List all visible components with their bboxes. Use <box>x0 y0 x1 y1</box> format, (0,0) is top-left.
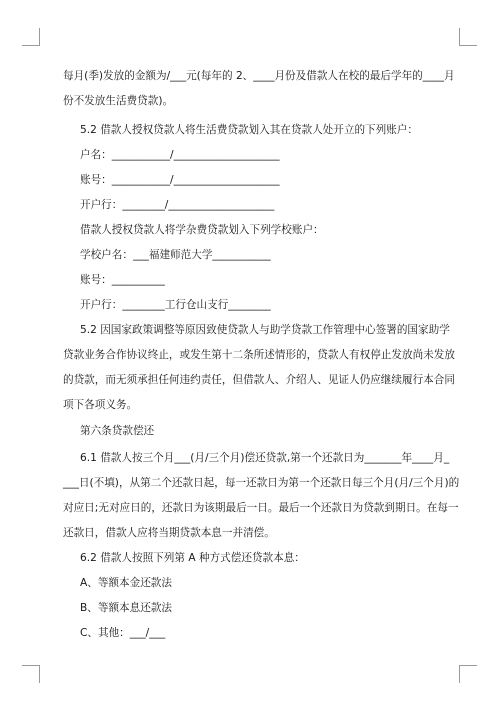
clause-6-2-heading: 6.2 借款人按照下列第 A 种方式偿还贷款本息： <box>80 552 305 564</box>
option-b: B、等额本息还款法 <box>80 602 173 614</box>
text-line: 项下各项义务。 <box>63 399 138 411</box>
text-line: ___日(不填)，从第二个还款日起，每一还款日为第一个还款日每三个月(月/三个月)的 <box>63 477 460 489</box>
text-line: 对应日;无对应日的，还款日为该期最后一日。最后一个还款日为贷款到期日。在每一 <box>63 502 459 514</box>
crop-mark-bottom-left <box>22 665 40 683</box>
text-line: 每月(季)发放的金额为/___元(每年的 2、____月份及借款人在校的最后学年的____月 <box>63 70 455 82</box>
article-6-title: 第六条贷款偿还 <box>80 425 155 437</box>
text-line: 开户行：________工行仓山支行________ <box>80 299 271 311</box>
text-line: 户名：___________/____________________ <box>80 149 280 161</box>
crop-mark-top-left <box>22 28 40 46</box>
text-line: 借款人授权贷款人将学杂费贷款划入下列学校账户： <box>80 224 324 236</box>
crop-mark-top-right <box>459 28 477 46</box>
text-line: 的贷款，而无须承担任何违约责任，但借款人、介绍人、见证人仍应继续履行本合同 <box>63 374 455 386</box>
option-c: C、其他：___/___ <box>80 627 166 639</box>
crop-mark-bottom-right <box>459 665 477 683</box>
clause-6-1-heading: 6.1 借款人按三个月___(月/三个月)偿还贷款,第一个还款日为_______年____月_ <box>80 452 450 464</box>
text-line: 账号：___________/____________________ <box>80 174 280 186</box>
text-line: 开户行：________/____________________ <box>80 199 275 211</box>
text-line: 还款日，借款人应将当期贷款本息一并清偿。 <box>63 527 275 539</box>
clause-5-2-heading: 5.2 借款人授权贷款人将生活费贷款划入其在贷款人处开立的下列账户： <box>80 124 419 136</box>
option-a: A、等额本金还款法 <box>80 577 172 589</box>
text-line: 份不发放生活费贷款)。 <box>63 95 174 107</box>
text-line: 账号：__________ <box>80 274 165 286</box>
text-line: 学校户名：___福建师范大学___________ <box>80 249 271 261</box>
clause-5-2b-heading: 5.2 因国家政策调整等原因致使贷款人与助学贷款工作管理中心签署的国家助学 <box>80 324 450 336</box>
text-line: 贷款业务合作协议终止，或发生第十二条所述情形的，贷款人有权停止发放尚未发放 <box>63 349 455 361</box>
